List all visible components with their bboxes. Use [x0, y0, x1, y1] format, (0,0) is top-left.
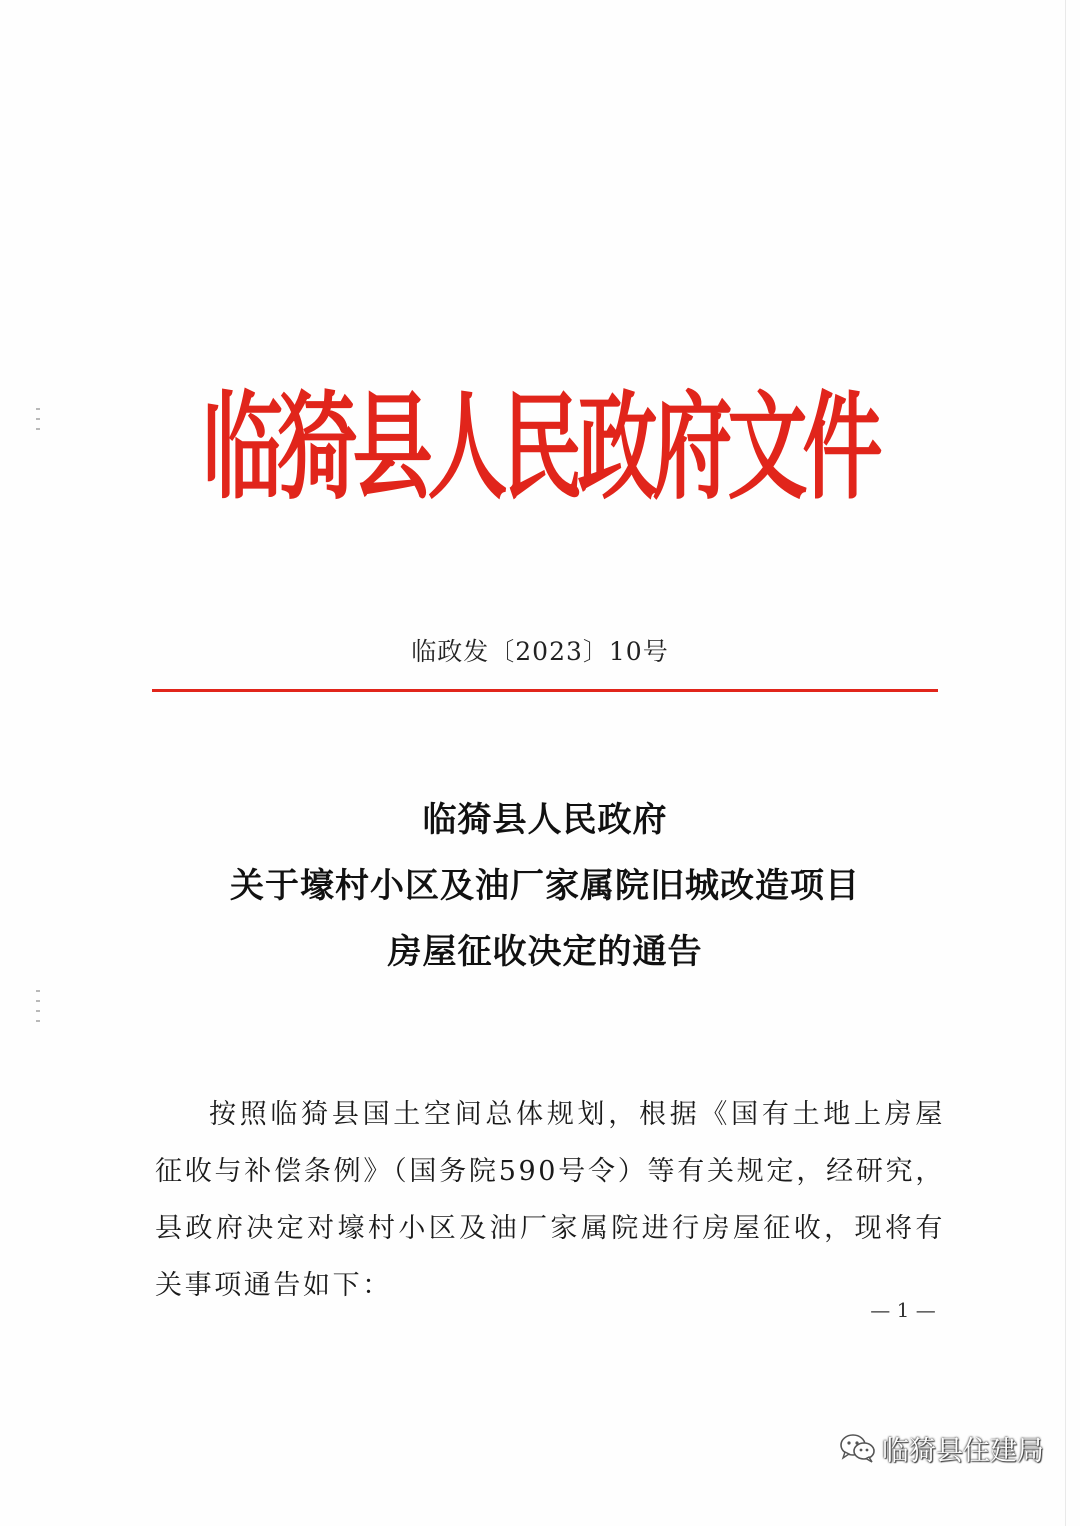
- title-line-1: 临猗县人民政府: [422, 800, 668, 840]
- title-line-3: 房屋征收决定的通告: [387, 932, 703, 972]
- masthead-divider: [152, 689, 938, 692]
- scan-edge-line: [1065, 0, 1066, 1526]
- watermark-text: 临猗县住建局: [882, 1435, 1044, 1467]
- binding-marks: [36, 408, 42, 448]
- document-number: 临政发〔2023〕10号: [411, 637, 669, 666]
- document-masthead: 临猗县人民政府文件: [202, 378, 878, 516]
- body-paragraph: 按照临猗县国土空间总体规划，根据《国有土地上房屋征收与补偿条例》（国务院590号令）等有关规定，经研究，县政府决定对壕村小区及油厂家属院进行房屋征收，现将有关事项通告如下：: [155, 1099, 945, 1301]
- binding-marks-lower: [36, 990, 42, 1060]
- page-number: — 1 —: [870, 1298, 936, 1322]
- body-text: [155, 1086, 945, 1314]
- account-watermark: [838, 1428, 1044, 1468]
- title-line-2: 关于壕村小区及油厂家属院旧城改造项目: [230, 866, 860, 906]
- wechat-icon: [838, 1432, 876, 1464]
